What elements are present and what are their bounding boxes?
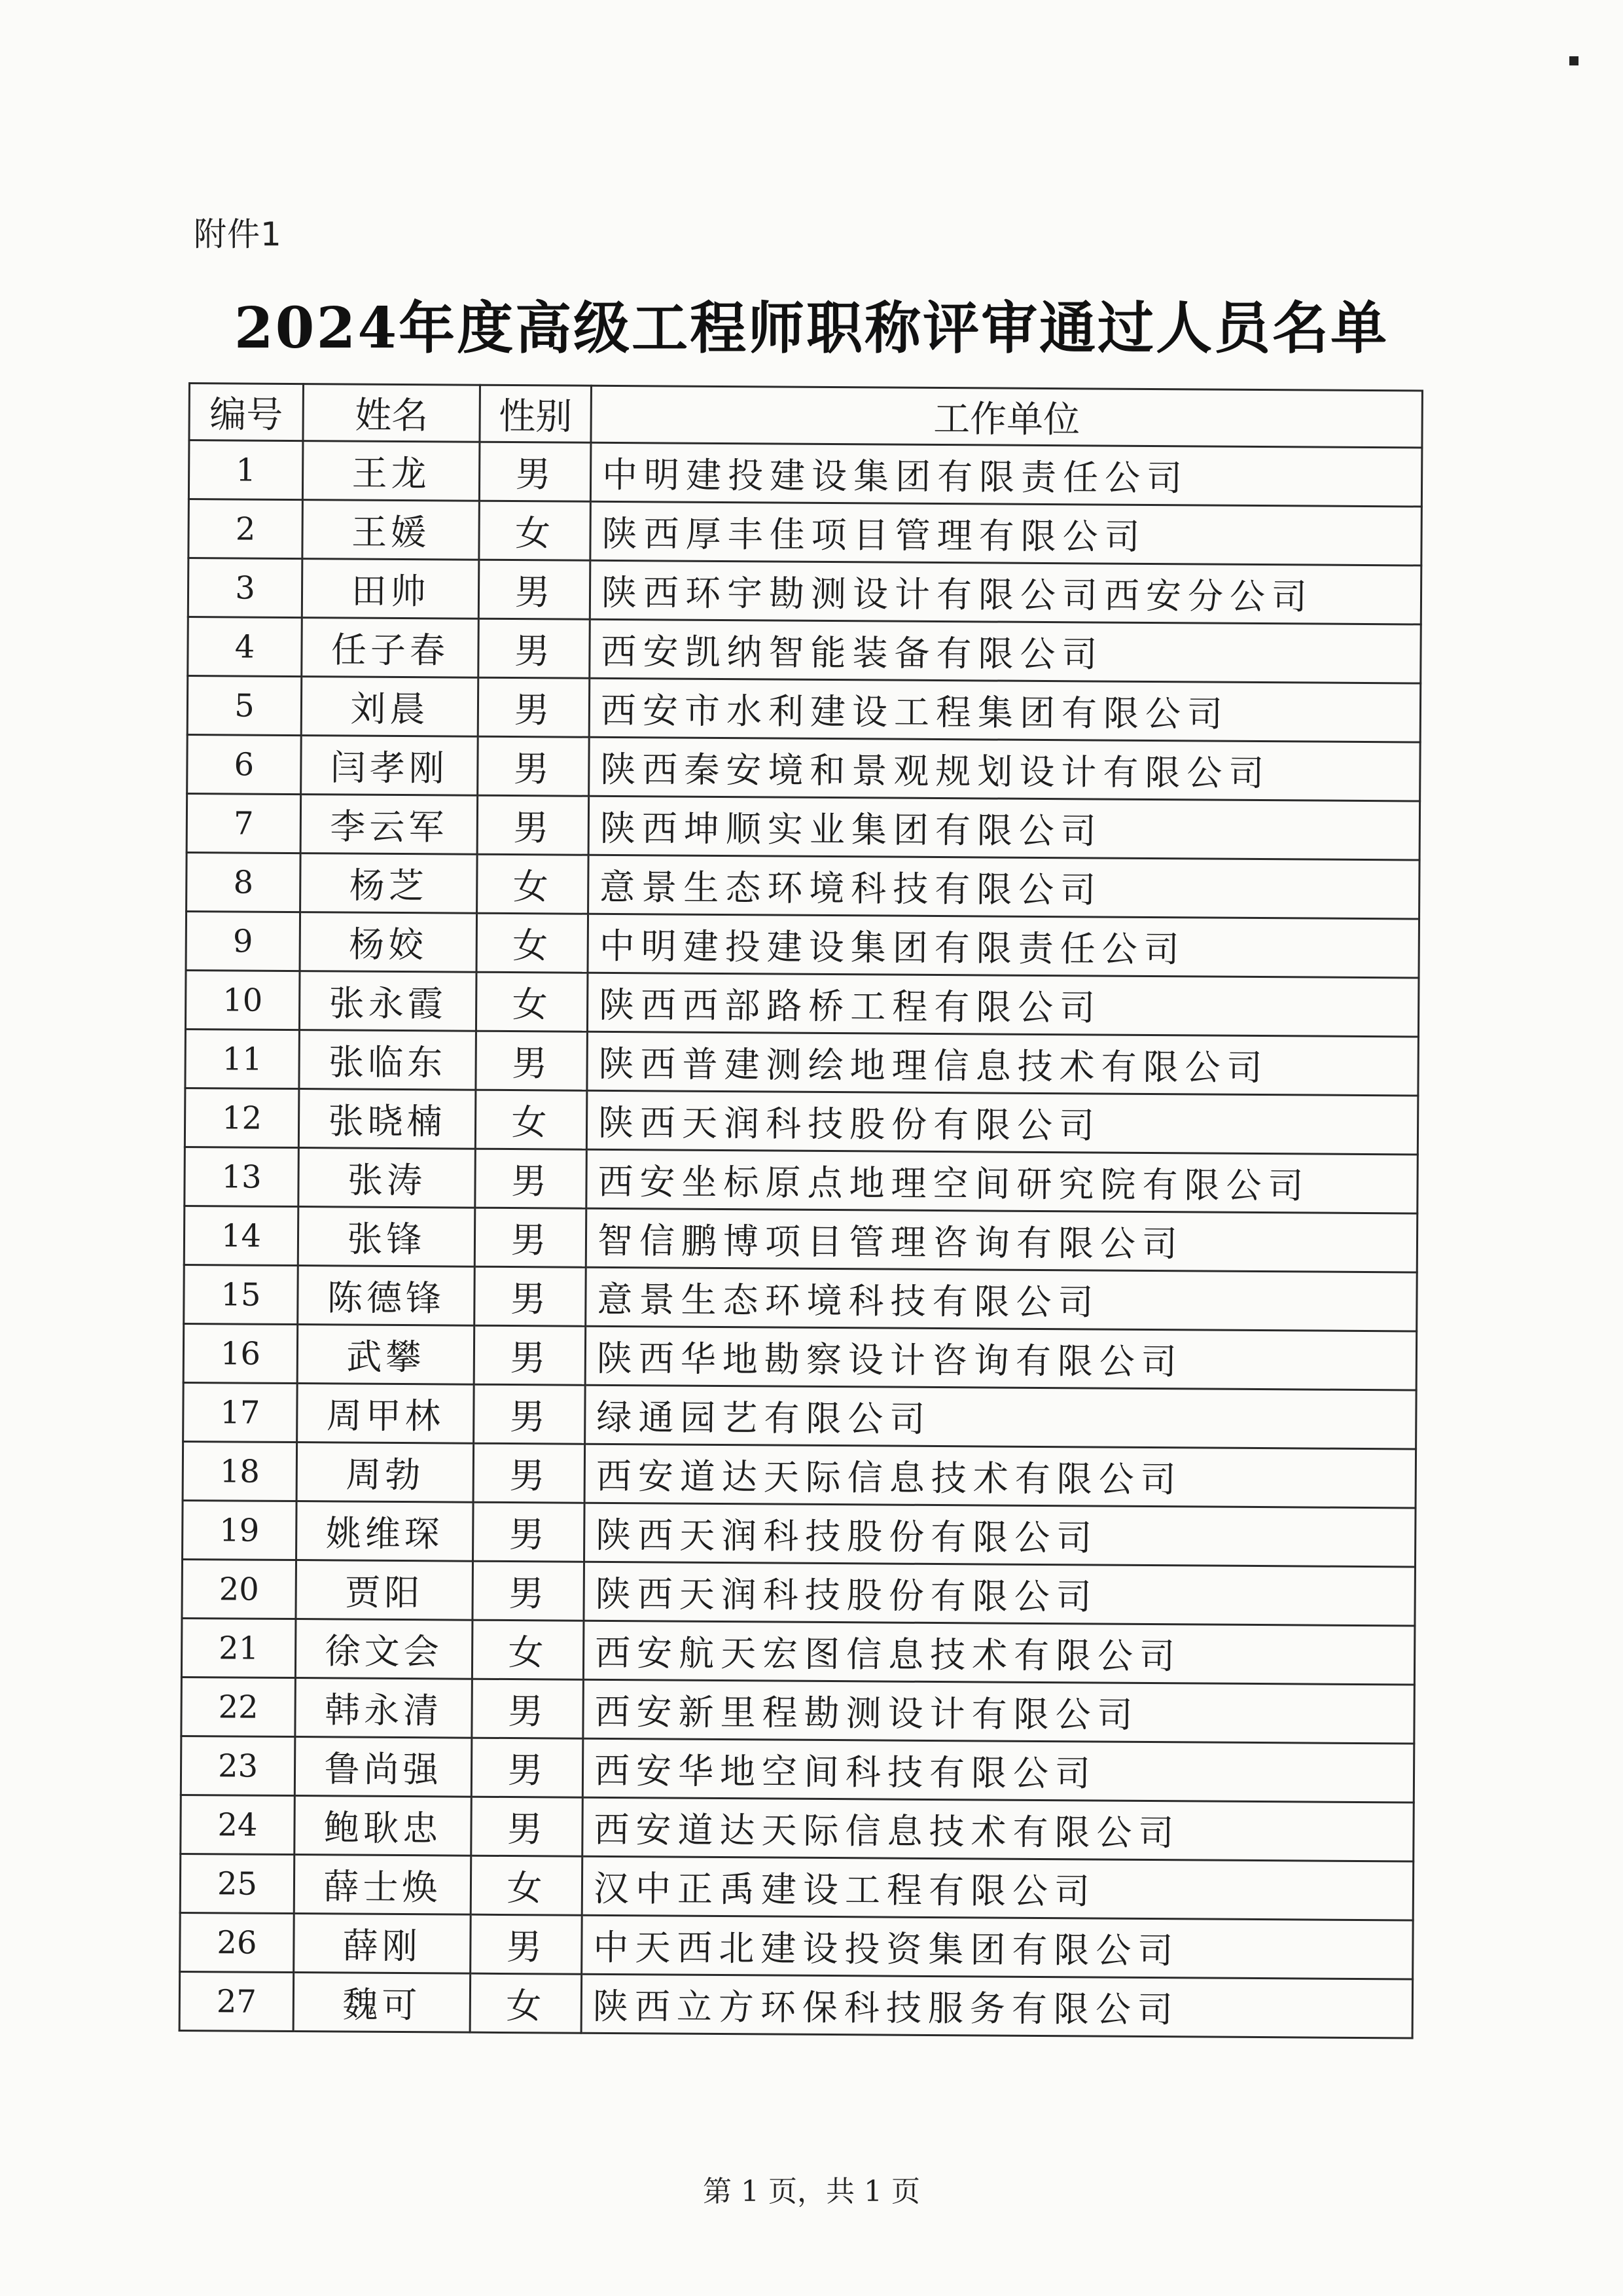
table-row bbox=[182, 1559, 1416, 1626]
row-gender: 男 bbox=[478, 560, 590, 619]
row-work-unit: 意景生态环境科技有限公司 bbox=[586, 1267, 1418, 1331]
row-number: 9 bbox=[186, 911, 300, 971]
row-gender: 男 bbox=[471, 1914, 582, 1974]
table-row bbox=[186, 911, 1419, 978]
row-name: 韩永清 bbox=[295, 1678, 473, 1738]
row-name: 张晓楠 bbox=[298, 1089, 476, 1149]
row-number: 25 bbox=[180, 1854, 294, 1913]
row-gender: 女 bbox=[471, 1856, 582, 1915]
attachment-label: 附件1 bbox=[194, 215, 282, 253]
table-row bbox=[187, 852, 1420, 919]
table-row bbox=[180, 1912, 1414, 1979]
page-title: 2024年度高级工程师职称评审通过人员名单 bbox=[234, 295, 1389, 361]
table-row bbox=[188, 499, 1422, 566]
row-gender: 女 bbox=[475, 1090, 587, 1149]
row-number: 3 bbox=[188, 558, 302, 618]
row-name: 王龙 bbox=[302, 441, 480, 501]
table-row bbox=[185, 970, 1419, 1037]
row-work-unit: 西安新里程勘测设计有限公司 bbox=[583, 1679, 1415, 1744]
row-name: 陈德锋 bbox=[298, 1266, 475, 1326]
table-row bbox=[181, 1736, 1414, 1803]
row-name: 杨芝 bbox=[300, 853, 478, 914]
row-gender: 男 bbox=[479, 442, 591, 501]
row-number: 2 bbox=[188, 499, 303, 559]
table-row bbox=[185, 1088, 1418, 1155]
row-name: 王媛 bbox=[302, 500, 480, 560]
column-header-name: 姓名 bbox=[303, 384, 480, 442]
row-gender: 女 bbox=[477, 854, 589, 914]
table-row bbox=[181, 1618, 1415, 1685]
row-name: 鲁尚强 bbox=[294, 1737, 472, 1797]
row-number: 24 bbox=[181, 1795, 295, 1854]
row-work-unit: 西安坐标原点地理空间研究院有限公司 bbox=[586, 1149, 1418, 1213]
row-gender: 女 bbox=[470, 1973, 582, 2033]
column-header-number: 编号 bbox=[189, 384, 304, 441]
table-row bbox=[184, 1265, 1418, 1331]
row-work-unit: 中明建投建设集团有限责任公司 bbox=[588, 914, 1419, 978]
row-work-unit: 汉中正禹建设工程有限公司 bbox=[582, 1856, 1414, 1920]
table-row bbox=[181, 1677, 1415, 1744]
row-work-unit: 陕西普建测绘地理信息技术有限公司 bbox=[587, 1031, 1419, 1096]
row-number: 11 bbox=[185, 1029, 300, 1088]
row-number: 22 bbox=[181, 1677, 296, 1736]
row-number: 10 bbox=[185, 970, 300, 1030]
table-row bbox=[185, 1029, 1419, 1096]
row-gender: 男 bbox=[475, 1149, 587, 1208]
row-name: 周甲林 bbox=[297, 1384, 474, 1444]
row-number: 8 bbox=[187, 852, 301, 912]
row-work-unit: 绿通园艺有限公司 bbox=[585, 1385, 1417, 1449]
roster-table bbox=[179, 382, 1423, 2039]
row-gender: 男 bbox=[478, 677, 590, 737]
table-body bbox=[179, 440, 1422, 2038]
table-row bbox=[187, 676, 1421, 743]
table-row bbox=[179, 1971, 1413, 2038]
row-work-unit: 陕西天润科技股份有限公司 bbox=[586, 1090, 1418, 1155]
row-name: 魏可 bbox=[293, 1973, 471, 2033]
table-row bbox=[188, 617, 1421, 684]
row-work-unit: 陕西天润科技股份有限公司 bbox=[584, 1562, 1416, 1626]
row-gender: 女 bbox=[476, 972, 588, 1031]
row-work-unit: 陕西西部路桥工程有限公司 bbox=[587, 973, 1419, 1037]
row-work-unit: 西安凯纳智能装备有限公司 bbox=[590, 619, 1421, 683]
row-name: 闫孝刚 bbox=[301, 736, 478, 796]
row-gender: 女 bbox=[476, 913, 588, 973]
column-header-gender: 性别 bbox=[480, 385, 592, 442]
row-gender: 男 bbox=[471, 1738, 583, 1797]
row-gender: 女 bbox=[472, 1620, 584, 1679]
row-work-unit: 陕西环宇勘测设计有限公司西安分公司 bbox=[590, 560, 1421, 624]
column-header-work-unit: 工作单位 bbox=[591, 386, 1423, 448]
row-gender: 男 bbox=[477, 795, 589, 855]
row-number: 5 bbox=[187, 676, 302, 736]
row-number: 12 bbox=[185, 1088, 299, 1147]
row-gender: 男 bbox=[474, 1208, 586, 1267]
row-number: 18 bbox=[183, 1441, 297, 1501]
row-work-unit: 西安航天宏图信息技术有限公司 bbox=[583, 1621, 1415, 1685]
row-number: 1 bbox=[188, 440, 303, 500]
row-gender: 男 bbox=[474, 1266, 586, 1326]
table-row bbox=[183, 1323, 1417, 1390]
table-header-row bbox=[189, 384, 1422, 448]
table-row bbox=[181, 1795, 1414, 1861]
row-name: 杨姣 bbox=[300, 912, 477, 973]
row-gender: 男 bbox=[474, 1384, 586, 1444]
row-name: 田帅 bbox=[302, 559, 479, 619]
row-name: 薛刚 bbox=[294, 1914, 471, 1974]
row-work-unit: 陕西坤顺实业集团有限公司 bbox=[588, 796, 1420, 860]
row-work-unit: 西安市水利建设工程集团有限公司 bbox=[589, 678, 1421, 742]
row-number: 17 bbox=[183, 1382, 298, 1442]
row-gender: 男 bbox=[474, 1325, 586, 1385]
row-number: 15 bbox=[184, 1265, 298, 1324]
row-gender: 男 bbox=[473, 1443, 585, 1503]
row-gender: 男 bbox=[473, 1561, 584, 1621]
row-name: 张锋 bbox=[298, 1207, 475, 1267]
row-gender: 男 bbox=[478, 619, 590, 678]
row-gender: 男 bbox=[472, 1679, 584, 1738]
row-gender: 女 bbox=[479, 501, 591, 560]
row-work-unit: 中天西北建设投资集团有限公司 bbox=[582, 1915, 1414, 1979]
row-name: 薛士焕 bbox=[294, 1855, 471, 1915]
row-number: 26 bbox=[180, 1912, 294, 1972]
table-row bbox=[183, 1441, 1416, 1508]
row-number: 27 bbox=[179, 1971, 294, 2031]
row-name: 刘晨 bbox=[301, 677, 478, 737]
row-gender: 男 bbox=[471, 1797, 583, 1856]
row-work-unit: 西安道达天际信息技术有限公司 bbox=[582, 1797, 1414, 1861]
row-gender: 男 bbox=[476, 1031, 588, 1090]
row-number: 4 bbox=[188, 617, 302, 677]
row-name: 任子春 bbox=[302, 618, 479, 678]
row-work-unit: 西安道达天际信息技术有限公司 bbox=[584, 1444, 1416, 1508]
row-number: 13 bbox=[185, 1147, 299, 1206]
row-number: 7 bbox=[187, 793, 301, 853]
row-work-unit: 意景生态环境科技有限公司 bbox=[588, 855, 1420, 919]
row-name: 鲍耿忠 bbox=[294, 1796, 472, 1856]
row-name: 李云军 bbox=[300, 795, 478, 855]
table-row bbox=[184, 1206, 1418, 1272]
table-row bbox=[187, 793, 1420, 860]
row-work-unit: 陕西立方环保科技服务有限公司 bbox=[581, 1974, 1413, 2038]
row-name: 张临东 bbox=[299, 1030, 476, 1090]
row-work-unit: 智信鹏博项目管理咨询有限公司 bbox=[586, 1208, 1418, 1272]
table-row bbox=[187, 734, 1421, 801]
scan-corner-mark bbox=[1569, 56, 1578, 65]
row-gender: 男 bbox=[473, 1502, 585, 1562]
row-name: 徐文会 bbox=[295, 1619, 473, 1679]
row-number: 6 bbox=[187, 734, 302, 794]
row-work-unit: 陕西华地勘察设计咨询有限公司 bbox=[585, 1326, 1417, 1390]
row-work-unit: 西安华地空间科技有限公司 bbox=[582, 1738, 1414, 1803]
row-number: 21 bbox=[181, 1618, 296, 1677]
row-number: 16 bbox=[183, 1323, 298, 1383]
row-number: 23 bbox=[181, 1736, 295, 1795]
row-name: 周勃 bbox=[296, 1443, 474, 1503]
table-row bbox=[188, 440, 1422, 507]
row-number: 14 bbox=[184, 1206, 298, 1265]
row-work-unit: 陕西秦安境和景观规划设计有限公司 bbox=[589, 737, 1421, 801]
table-row bbox=[180, 1854, 1414, 1920]
row-name: 张永霞 bbox=[299, 971, 476, 1031]
table-row bbox=[183, 1382, 1417, 1449]
table-row bbox=[188, 558, 1421, 625]
page-footer: 第 1 页，共 1 页 bbox=[703, 2175, 920, 2208]
row-work-unit: 陕西天润科技股份有限公司 bbox=[584, 1503, 1416, 1567]
row-name: 贾阳 bbox=[296, 1560, 473, 1621]
row-name: 张涛 bbox=[298, 1148, 476, 1208]
row-number: 19 bbox=[183, 1500, 297, 1560]
row-gender: 男 bbox=[478, 736, 590, 796]
table-row bbox=[183, 1500, 1416, 1567]
row-work-unit: 陕西厚丰佳项目管理有限公司 bbox=[590, 501, 1422, 565]
table-row bbox=[185, 1147, 1418, 1213]
row-work-unit: 中明建投建设集团有限责任公司 bbox=[590, 442, 1422, 507]
row-name: 武攀 bbox=[297, 1325, 474, 1385]
row-name: 姚维琛 bbox=[296, 1501, 474, 1562]
row-number: 20 bbox=[182, 1559, 296, 1619]
